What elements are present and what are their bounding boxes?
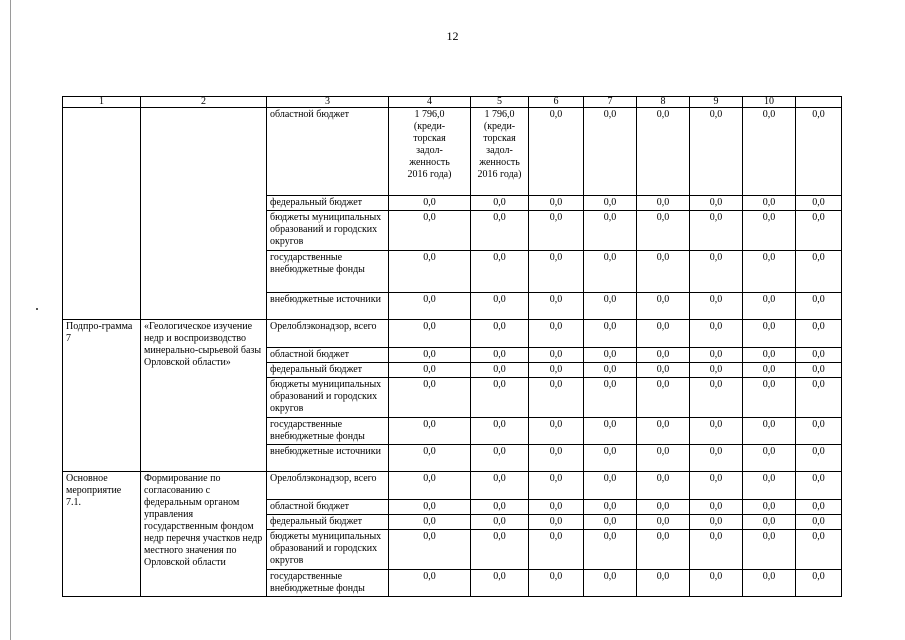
value-cell: 0,0 [637, 348, 690, 363]
value-cell: 0,0 [796, 445, 842, 472]
column-header: 4 [389, 97, 471, 108]
value-cell: 0,0 [529, 378, 584, 418]
column-header: 9 [690, 97, 743, 108]
debt-note-line: (креди- [413, 121, 446, 132]
debt-amount: 1 796,0 [414, 109, 445, 120]
value-cell: 0,0 [389, 570, 471, 597]
value-cell: 0,0 [471, 293, 529, 320]
page-number: 12 [446, 29, 459, 43]
debt-note-line: задол- [486, 145, 513, 156]
funding-source-cell: государственные внебюджетные фонды [267, 418, 389, 445]
debt-note-line: задол- [416, 145, 443, 156]
value-cell: 0,0 [690, 515, 743, 530]
value-cell: 0,0 [796, 570, 842, 597]
funding-source-cell: Орелоблэконадзор, всего [267, 472, 389, 500]
value-cell: 0,0 [471, 348, 529, 363]
value-cell: 0,0 [743, 515, 796, 530]
column-header: 1 [63, 97, 141, 108]
value-cell: 0,0 [690, 570, 743, 597]
funding-source-cell: федеральный бюджет [267, 196, 389, 211]
value-cell: 0,0 [584, 472, 637, 500]
debt-note-line: торская [483, 133, 516, 144]
value-cell: 0,0 [637, 500, 690, 515]
value-cell: 0,0 [796, 515, 842, 530]
value-cell: 0,0 [529, 445, 584, 472]
value-cell: 0,0 [637, 530, 690, 570]
column-header: 3 [267, 97, 389, 108]
value-cell: 0,0 [743, 196, 796, 211]
value-cell: 0,0 [584, 445, 637, 472]
value-cell: 0,0 [389, 445, 471, 472]
subprogram-code: Подпро-грамма 7 [63, 320, 141, 472]
value-cell: 0,0 [690, 472, 743, 500]
value-cell: 0,0 [743, 293, 796, 320]
value-cell: 0,0 [471, 211, 529, 251]
value-cell: 0,0 [690, 378, 743, 418]
value-cell: 0,0 [529, 515, 584, 530]
code-cell [63, 108, 141, 320]
value-cell: 0,0 [389, 530, 471, 570]
value-cell: 0,0 [471, 196, 529, 211]
value-cell: 0,0 [389, 211, 471, 251]
value-cell: 0,0 [471, 472, 529, 500]
value-cell: 0,0 [743, 472, 796, 500]
value-cell: 0,0 [389, 418, 471, 445]
value-cell: 0,0 [471, 570, 529, 597]
column-header: 10 [743, 97, 796, 108]
value-cell: 0,0 [529, 530, 584, 570]
value-cell: 0,0 [471, 500, 529, 515]
value-cell: 0,0 [389, 378, 471, 418]
value-cell: 0,0 [690, 348, 743, 363]
value-cell: 0,0 [584, 251, 637, 293]
value-cell: 0,0 [690, 320, 743, 348]
value-cell: 0,0 [690, 363, 743, 378]
value-cell: 0,0 [471, 363, 529, 378]
debt-value-cell [471, 108, 529, 196]
value-cell: 0,0 [637, 418, 690, 445]
value-cell: 0,0 [690, 251, 743, 293]
value-cell: 0,0 [637, 472, 690, 500]
value-cell: 0,0 [743, 418, 796, 445]
value-cell: 0,0 [743, 445, 796, 472]
subprogram-title: «Геологическое изучение недр и воспроизводство минерально-сырьевой базы Орловской области» [141, 320, 267, 472]
value-cell: 0,0 [796, 472, 842, 500]
value-cell: 0,0 [584, 378, 637, 418]
column-header: 6 [529, 97, 584, 108]
value-cell: 0,0 [690, 530, 743, 570]
column-header-row [63, 97, 842, 108]
value-cell: 0,0 [743, 363, 796, 378]
value-cell: 0,0 [584, 500, 637, 515]
value-cell: 0,0 [529, 211, 584, 251]
value-cell: 0,0 [743, 320, 796, 348]
main-event-title: Формирование по согласованию с федеральным органом управления государственным фондом недр перечня участков недр местного значения по Орловской области [141, 472, 267, 597]
debt-amount: 1 796,0 [484, 109, 515, 120]
value-cell: 0,0 [743, 348, 796, 363]
value-cell: 0,0 [690, 196, 743, 211]
value-cell: 0,0 [529, 363, 584, 378]
column-header: 2 [141, 97, 267, 108]
value-cell: 0,0 [471, 320, 529, 348]
value-cell: 0,0 [389, 251, 471, 293]
funding-source-cell: бюджеты муниципальных образований и городских округов [267, 530, 389, 570]
value-cell: 0,0 [690, 418, 743, 445]
value-cell: 0,0 [529, 348, 584, 363]
value-cell: 0,0 [796, 320, 842, 348]
value-cell: 0,0 [471, 418, 529, 445]
value-cell: 0,0 [637, 320, 690, 348]
value-cell: 0,0 [637, 196, 690, 211]
value-cell: 0,0 [584, 418, 637, 445]
value-cell: 0,0 [796, 378, 842, 418]
value-cell: 0,0 [796, 293, 842, 320]
value-cell: 0,0 [389, 515, 471, 530]
column-header: 5 [471, 97, 529, 108]
funding-source-cell: областной бюджет [267, 108, 389, 196]
funding-source-cell: внебюджетные источники [267, 445, 389, 472]
value-cell: 0,0 [743, 500, 796, 515]
value-cell: 0,0 [743, 530, 796, 570]
value-cell: 0,0 [529, 570, 584, 597]
value-cell: 0,0 [690, 293, 743, 320]
funding-source-cell: федеральный бюджет [267, 363, 389, 378]
budget-table [62, 96, 842, 597]
column-header: 8 [637, 97, 690, 108]
value-cell: 0,0 [637, 293, 690, 320]
value-cell: 0,0 [743, 251, 796, 293]
value-cell: 0,0 [529, 500, 584, 515]
value-cell: 0,0 [796, 500, 842, 515]
debt-note-line: торская [413, 133, 446, 144]
debt-value-cell [389, 108, 471, 196]
page-left-edge [10, 0, 11, 640]
main-event-code: Основное мероприятие 7.1. [63, 472, 141, 597]
debt-note-line: женность [479, 157, 520, 168]
value-cell: 0,0 [796, 363, 842, 378]
funding-source-cell: внебюджетные источники [267, 293, 389, 320]
value-cell: 0,0 [389, 320, 471, 348]
value-cell: 0,0 [743, 378, 796, 418]
value-cell: 0,0 [389, 293, 471, 320]
value-cell: 0,0 [690, 108, 743, 196]
value-cell: 0,0 [584, 530, 637, 570]
funding-source-cell: Орелоблэконадзор, всего [267, 320, 389, 348]
value-cell: 0,0 [471, 251, 529, 293]
funding-source-cell: федеральный бюджет [267, 515, 389, 530]
funding-source-cell: бюджеты муниципальных образований и городских округов [267, 378, 389, 418]
value-cell: 0,0 [584, 196, 637, 211]
value-cell: 0,0 [796, 530, 842, 570]
value-cell: 0,0 [389, 500, 471, 515]
value-cell: 0,0 [637, 378, 690, 418]
table-row [63, 472, 842, 500]
value-cell: 0,0 [690, 500, 743, 515]
debt-note-line: 2016 года) [407, 169, 452, 180]
debt-note-line: женность [409, 157, 450, 168]
value-cell: 0,0 [389, 472, 471, 500]
value-cell: 0,0 [743, 211, 796, 251]
value-cell: 0,0 [637, 363, 690, 378]
value-cell: 0,0 [796, 211, 842, 251]
value-cell: 0,0 [637, 515, 690, 530]
funding-source-cell: областной бюджет [267, 500, 389, 515]
column-header: 7 [584, 97, 637, 108]
value-cell: 0,0 [529, 251, 584, 293]
value-cell: 0,0 [637, 445, 690, 472]
value-cell: 0,0 [743, 570, 796, 597]
value-cell: 0,0 [389, 363, 471, 378]
value-cell: 0,0 [584, 363, 637, 378]
value-cell: 0,0 [637, 211, 690, 251]
table-row [63, 108, 842, 196]
value-cell: 0,0 [471, 378, 529, 418]
funding-source-cell: государственные внебюджетные фонды [267, 251, 389, 293]
value-cell: 0,0 [796, 108, 842, 196]
value-cell: 0,0 [529, 320, 584, 348]
value-cell: 0,0 [584, 570, 637, 597]
funding-source-cell: бюджеты муниципальных образований и городских округов [267, 211, 389, 251]
value-cell: 0,0 [584, 293, 637, 320]
value-cell: 0,0 [471, 445, 529, 472]
value-cell: 0,0 [796, 348, 842, 363]
value-cell: 0,0 [529, 418, 584, 445]
value-cell: 0,0 [690, 445, 743, 472]
debt-note-line: 2016 года) [477, 169, 522, 180]
value-cell: 0,0 [389, 348, 471, 363]
funding-source-cell: областной бюджет [267, 348, 389, 363]
value-cell: 0,0 [529, 472, 584, 500]
value-cell: 0,0 [584, 348, 637, 363]
value-cell: 0,0 [796, 418, 842, 445]
value-cell: 0,0 [584, 515, 637, 530]
table-row [63, 320, 842, 348]
value-cell: 0,0 [529, 196, 584, 211]
title-cell [141, 108, 267, 320]
column-header [796, 97, 842, 108]
value-cell: 0,0 [796, 196, 842, 211]
value-cell: 0,0 [529, 293, 584, 320]
value-cell: 0,0 [584, 108, 637, 196]
scan-speck [36, 308, 38, 310]
value-cell: 0,0 [743, 108, 796, 196]
value-cell: 0,0 [637, 570, 690, 597]
value-cell: 0,0 [690, 211, 743, 251]
value-cell: 0,0 [584, 320, 637, 348]
value-cell: 0,0 [471, 515, 529, 530]
value-cell: 0,0 [584, 211, 637, 251]
value-cell: 0,0 [637, 251, 690, 293]
value-cell: 0,0 [796, 251, 842, 293]
debt-note-line: (креди- [483, 121, 516, 132]
value-cell: 0,0 [637, 108, 690, 196]
value-cell: 0,0 [529, 108, 584, 196]
value-cell: 0,0 [389, 196, 471, 211]
funding-source-cell: государственные внебюджетные фонды [267, 570, 389, 597]
value-cell: 0,0 [471, 530, 529, 570]
